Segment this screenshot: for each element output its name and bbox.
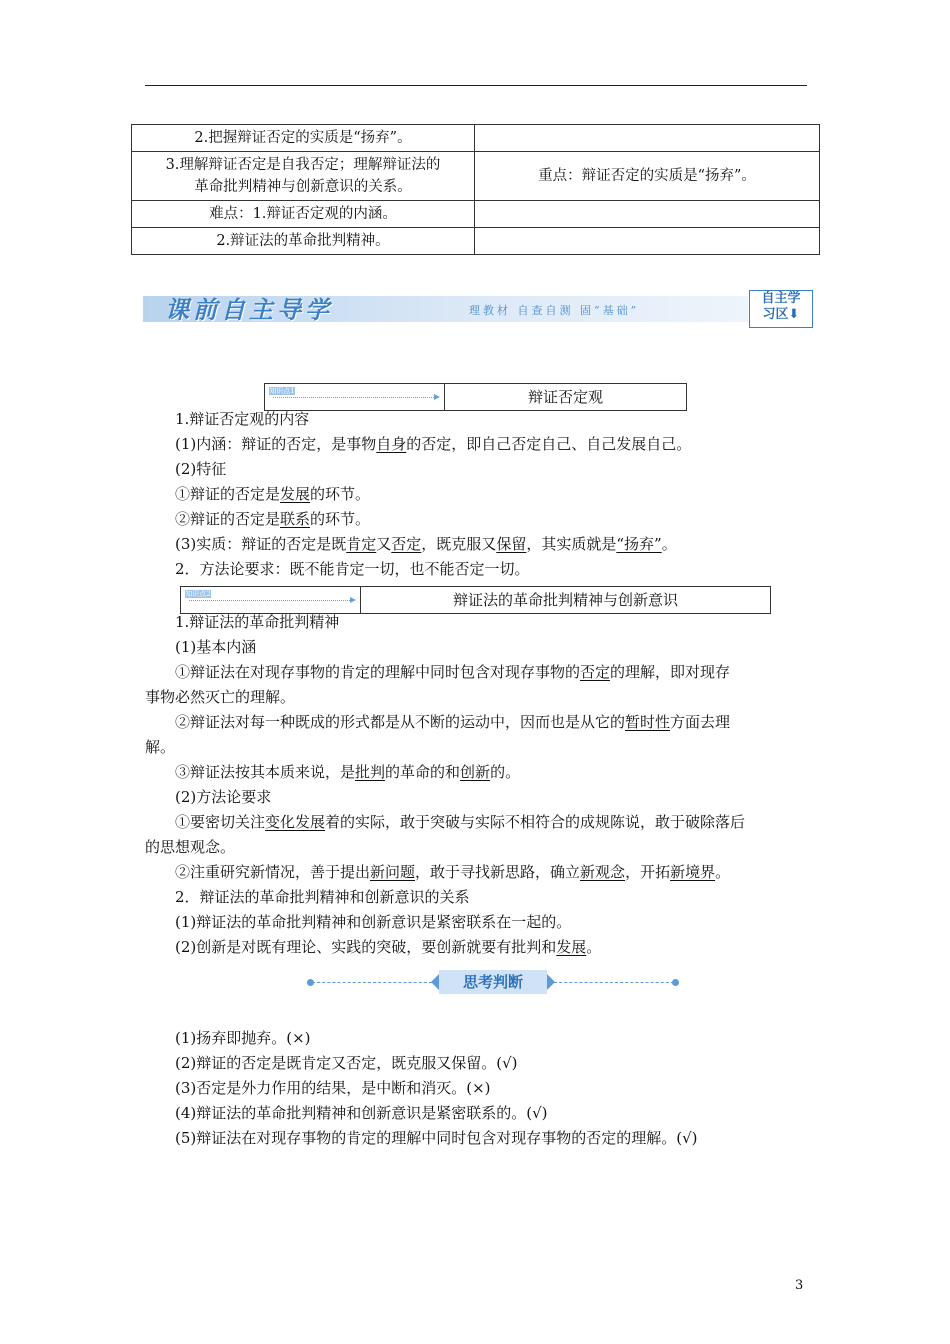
arrow-right-icon xyxy=(189,600,354,601)
knowledge-chip: 知识点2 xyxy=(185,590,211,598)
header-rule xyxy=(145,85,807,86)
judge-item: (5)辩证法在对现存事物的肯定的理解中同时包含对现存事物的否定的理解。(√) xyxy=(175,1129,698,1147)
section-2-title: 辩证法的革命批判精神与创新意识 xyxy=(452,591,678,609)
arrow-right-icon xyxy=(273,397,438,398)
s2-heading: 1.辩证法的革命批判精神 xyxy=(175,613,340,631)
banner-title: 课前自主导学 xyxy=(165,295,333,324)
s1-method: 2．方法论要求：既不能肯定一切，也不能否定一切。 xyxy=(175,560,530,578)
divider-right xyxy=(549,982,679,983)
section-banner xyxy=(143,290,815,328)
s1-essence: (3)实质：辩证的否定是既肯定又否定，既克服又保留，其实质就是“扬弃”。 xyxy=(175,535,677,553)
s2-basic: (1)基本内涵 xyxy=(175,638,257,656)
objective-3: 3.理解辩证否定是自我否定；理解辩证法的 革命批判精神与创新意识的关系。 xyxy=(132,152,475,201)
page-number: 3 xyxy=(795,1278,804,1293)
s1-feature-2: ②辩证的否定是联系的环节。 xyxy=(175,510,371,528)
banner-badge: 自主学 习区⬇ xyxy=(749,290,813,328)
judge-item: (2)辩证的否定是既肯定又否定，既克服又保留。(√) xyxy=(175,1054,518,1072)
think-judge-banner xyxy=(307,970,679,996)
judge-item: (4)辩证法的革命批判精神和创新意识是紧密联系的。(√) xyxy=(175,1104,548,1122)
difficulty-2: 2.辩证法的革命批判精神。 xyxy=(132,228,475,255)
dot-icon xyxy=(672,979,679,986)
s2-relation-2: (2)创新是对既有理论、实践的突破，要创新就要有批判和发展。 xyxy=(175,938,602,956)
s2-point-1-cont: 事物必然灭亡的理解。 xyxy=(145,688,296,706)
banner-subtitle: 理教材 自查自测 固“基础” xyxy=(469,304,640,317)
s2-relation-1: (1)辩证法的革命批判精神和创新意识是紧密联系在一起的。 xyxy=(175,913,572,931)
s2-point-2-cont: 解。 xyxy=(145,738,176,756)
s1-feature-1: ①辩证的否定是发展的环节。 xyxy=(175,485,371,503)
s2-point-1: ①辩证法在对现存事物的肯定的理解中同时包含对现存事物的否定的理解，即对现存 xyxy=(175,663,731,681)
s2-point-2: ②辩证法对每一种既成的形式都是从不断的运动中，因而也是从它的暂时性方面去理 xyxy=(175,713,731,731)
s2-relation: 2．辩证法的革命批判精神和创新意识的关系 xyxy=(175,888,470,906)
section-1-title: 辩证否定观 xyxy=(527,388,603,406)
dot-icon xyxy=(307,979,314,986)
empty-cell xyxy=(475,125,820,152)
s2-method: (2)方法论要求 xyxy=(175,788,272,806)
s2-point-3: ③辩证法按其本质来说，是批判的革命的和创新的。 xyxy=(175,763,521,781)
empty-cell xyxy=(475,201,820,228)
think-judge-label: 思考判断 xyxy=(439,970,547,994)
s1-connotation: (1)内涵：辩证的否定，是事物自身的否定，即自己否定自己、自己发展自己。 xyxy=(175,435,692,453)
judge-item: (1)扬弃即抛弃。(×) xyxy=(175,1029,311,1047)
objective-2: 2.把握辩证否定的实质是“扬弃”。 xyxy=(132,125,475,152)
knowledge-chip: 知识点1 xyxy=(269,387,295,395)
s1-heading: 1.辩证否定观的内容 xyxy=(175,410,310,428)
judge-item: (3)否定是外力作用的结果，是中断和消灭。(×) xyxy=(175,1079,491,1097)
objectives-table xyxy=(131,124,820,255)
s1-features: (2)特征 xyxy=(175,460,227,478)
difficulty-1: 难点：1.辩证否定观的内涵。 xyxy=(132,201,475,228)
empty-cell xyxy=(475,228,820,255)
s2-method-1-cont: 的思想观念。 xyxy=(145,838,236,856)
s2-method-2: ②注重研究新情况，善于提出新问题，敢于寻找新思路，确立新观念，开拓新境界。 xyxy=(175,863,731,881)
key-point: 重点：辩证否定的实质是“扬弃”。 xyxy=(475,152,820,201)
s2-method-1: ①要密切关注变化发展着的实际，敢于突破与实际不相符合的成规陈说，敢于破除落后 xyxy=(175,813,746,831)
divider-left xyxy=(307,982,437,983)
